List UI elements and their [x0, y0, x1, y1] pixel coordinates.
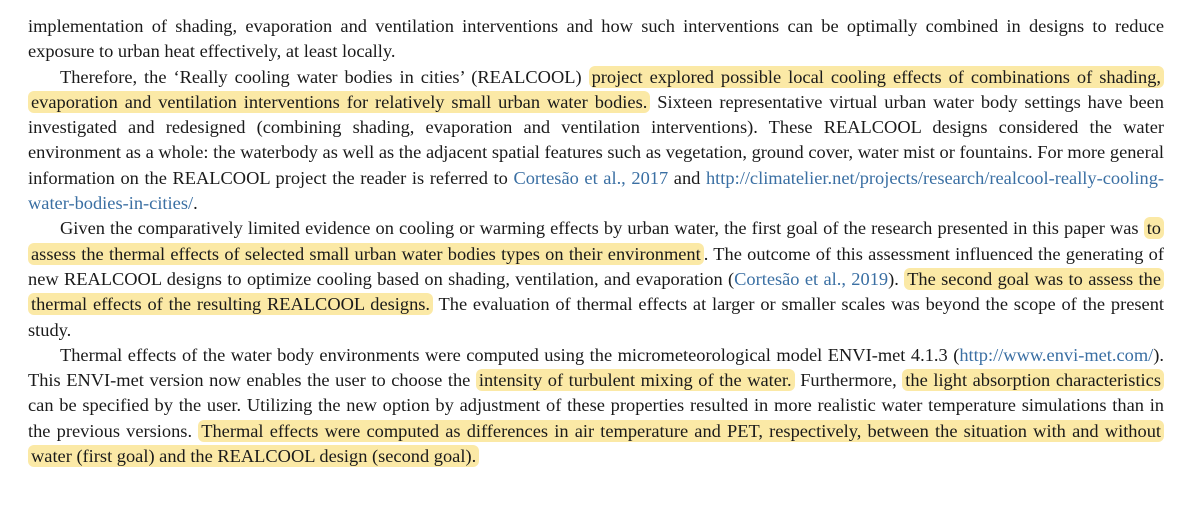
paragraph-research-goals: [28, 216, 1164, 342]
paragraph-text: Given the comparatively limited evidence on cooling or warming effects by urban water, the first goal of the research presented in this paper was: [60, 218, 1144, 239]
paragraph-text: Sixteen representative virtual urban water body settings have been investigated and redesigned (combining shading, evaporation and ventilation interventions). These REALCOOL designs considered the water environment as a whole: the waterbody as well as the adjacent spatial features such as vegetation, ground cover, water mist or fountains. For more general information on the REALCOOL project the reader is referred to: [28, 91, 1164, 188]
paragraph-text: ).: [888, 268, 905, 289]
url-link[interactable]: http://climatelier.net/projects/research/realcool-really-cooling-water-bodies-in-cities/: [28, 167, 1165, 214]
paragraph-text: Thermal effects of the water body environments were computed using the micrometeorological model ENVI-met 4.1.3 (: [60, 344, 960, 365]
paragraph-text: and: [668, 167, 706, 188]
paragraph-text: The evaluation of thermal effects at larger or smaller scales was beyond the scope of the present study.: [28, 294, 1164, 340]
paragraph-text: implementation of shading, evaporation and ventilation interventions and how such interventions can be optimally combined in designs to reduce exposure to urban heat effectively, at least locally.: [28, 16, 1164, 62]
highlighted-text: intensity of turbulent mixing of the water.: [476, 369, 795, 391]
highlighted-text: to assess the thermal effects of selected small urban water bodies types on their environment: [28, 217, 1164, 264]
paragraph-intro-continuation: [28, 14, 1164, 65]
citation-link[interactable]: Cortesão et al., 2019: [734, 268, 889, 289]
highlighted-text: the light absorption characteristics: [902, 369, 1164, 391]
paragraph-realcool-project: [28, 65, 1164, 217]
paragraph-text: . The outcome of this assessment influenced the generating of new REALCOOL designs to optimize cooling based on shading, ventilation, and evaporation (: [28, 243, 1164, 289]
paragraph-text: ). This ENVI-met version now enables the user to choose the: [28, 344, 1164, 391]
paragraph-text: .: [193, 193, 198, 214]
paragraph-envi-met: [28, 343, 1164, 469]
highlighted-text: Thermal effects were computed as differences in air temperature and PET, respectively, between the situation with and without water (first goal) and the REALCOOL design (second goal).: [28, 420, 1164, 467]
paragraph-text: can be specified by the user. Utilizing the new option by adjustment of these properties resulted in more realistic water temperature simulations than in the previous versions.: [28, 395, 1164, 441]
paragraph-text: Therefore, the ‘Really cooling water bodies in cities’ (REALCOOL): [60, 66, 589, 87]
highlighted-text: The second goal was to assess the thermal effects of the resulting REALCOOL designs.: [28, 268, 1164, 315]
paragraph-text: Furthermore,: [794, 370, 903, 391]
citation-link[interactable]: Cortesão et al., 2017: [513, 167, 669, 188]
highlighted-text: project explored possible local cooling effects of combinations of shading, evaporation and ventilation interventions for relatively small urban water bodies.: [28, 66, 1164, 113]
url-link[interactable]: http://www.envi-met.com/: [959, 344, 1154, 365]
